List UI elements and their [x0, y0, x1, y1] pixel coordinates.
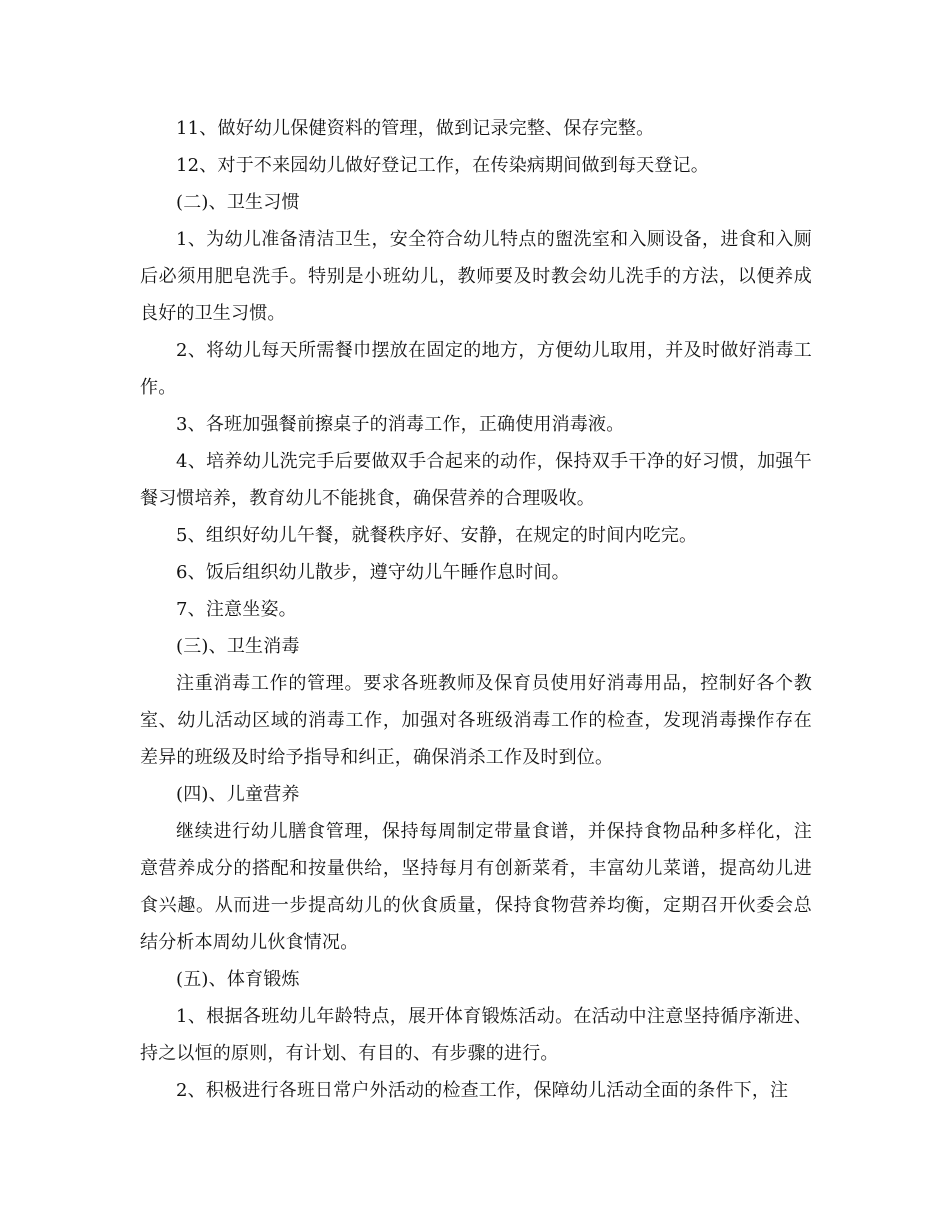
section-heading-disinfection: (三)、卫生消毒 [176, 636, 300, 657]
paragraph-nutrition: 继续进行幼儿膳食管理，保持每周制定带量食谱，并保持食物品种多样化，注意营养成分的搭配和按量供给，坚持每月有创新菜肴，丰富幼儿菜谱，提高幼儿进食兴趣。从而进一步提高幼儿的伙食质量，保持食物营养均衡，定期召开伙委会总结分析本周幼儿伙食情况。 [140, 821, 812, 953]
paragraph-exercise-2: 2、积极进行各班日常户外活动的检查工作，保障幼儿活动全面的条件下，注 [176, 1080, 789, 1101]
paragraph-habits-6: 6、饭后组织幼儿散步，遵守幼儿午睡作息时间。 [176, 562, 570, 583]
section-heading-hygiene-habits: (二)、卫生习惯 [176, 192, 300, 213]
section-heading-nutrition: (四)、儿童营养 [176, 784, 300, 805]
paragraph-habits-5: 5、组织好幼儿午餐，就餐秩序好、安静，在规定的时间内吃完。 [176, 525, 698, 546]
paragraph-habits-2: 2、将幼儿每天所需餐巾摆放在固定的地方，方便幼儿取用，并及时做好消毒工作。 [140, 340, 812, 398]
document-body [140, 110, 812, 1109]
paragraph-habits-3: 3、各班加强餐前擦桌子的消毒工作，正确使用消毒液。 [176, 414, 625, 435]
paragraph-habits-1: 1、为幼儿准备清洁卫生，安全符合幼儿特点的盥洗室和入厕设备，进食和入厕后必须用肥皂洗手。特别是小班幼儿，教师要及时教会幼儿洗手的方法，以便养成良好的卫生习惯。 [140, 229, 812, 324]
paragraph-exercise-1: 1、根据各班幼儿年龄特点，展开体育锻炼活动。在活动中注意坚持循序渐进、持之以恒的原则，有计划、有目的、有步骤的进行。 [140, 1006, 812, 1064]
paragraph-habits-7: 7、注意坐姿。 [176, 599, 297, 620]
paragraph-habits-4: 4、培养幼儿洗完手后要做双手合起来的动作，保持双手干净的好习惯，加强午餐习惯培养，教育幼儿不能挑食，确保营养的合理吸收。 [140, 451, 812, 509]
paragraph-item-11: 11、做好幼儿保健资料的管理，做到记录完整、保存完整。 [176, 118, 655, 139]
section-heading-physical-exercise: (五)、体育锻炼 [176, 969, 300, 990]
paragraph-disinfection: 注重消毒工作的管理。要求各班教师及保育员使用好消毒用品，控制好各个教室、幼儿活动区域的消毒工作，加强对各班级消毒工作的检查，发现消毒操作存在差异的班级及时给予指导和纠正，确保消杀工作及时到位。 [140, 673, 812, 768]
paragraph-item-12: 12、对于不来园幼儿做好登记工作，在传染病期间做到每天登记。 [176, 155, 709, 176]
